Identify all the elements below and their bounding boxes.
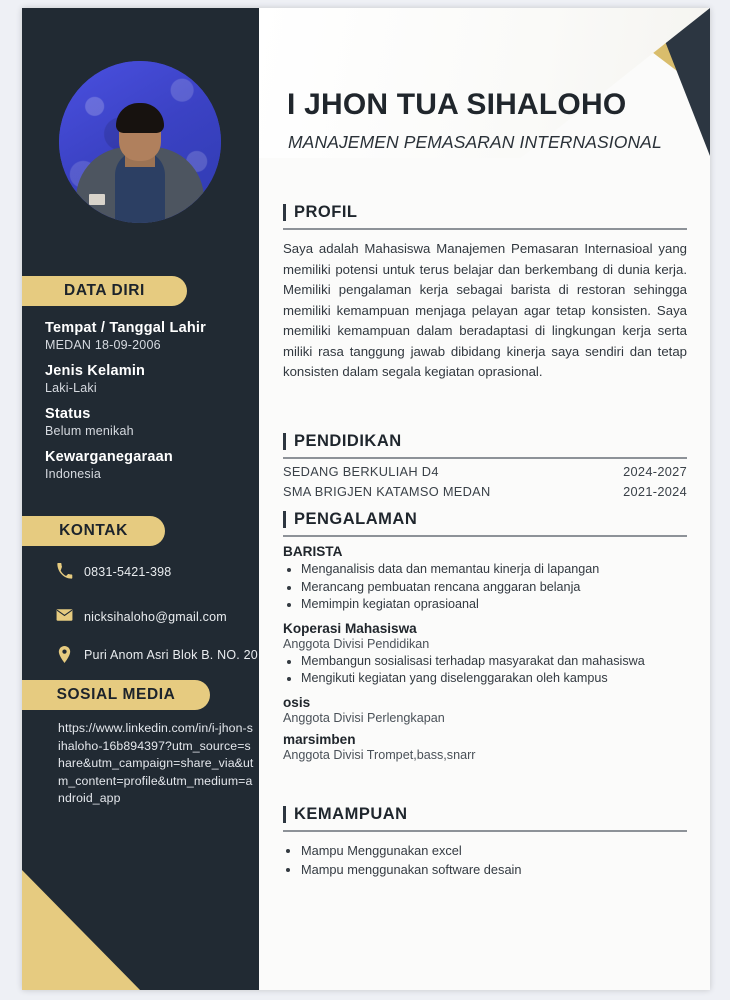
section-heading-pendidikan: PENDIDIKAN [283, 433, 687, 450]
field-value-gender: Laki-Laki [45, 381, 97, 395]
section-rule-pendidikan [283, 457, 687, 459]
section-rule-pengalaman [283, 535, 687, 537]
page-subtitle: MANAJEMEN PEMASARAN INTERNASIONAL [288, 132, 662, 152]
sidebar [22, 8, 259, 990]
contact-email-value: nicksihaloho@gmail.com [84, 609, 227, 624]
field-label-status: Status [45, 406, 91, 422]
education-years: 2021-2024 [623, 484, 687, 499]
skills-list [283, 841, 687, 879]
sosial-media-label: SOSIAL MEDIA [56, 686, 176, 703]
education-row [283, 484, 687, 499]
list-item: • Menganalisis data dan memantau kinerja di lapangan [301, 561, 687, 579]
contact-address[interactable] [56, 646, 258, 663]
envelope-icon [56, 608, 73, 625]
linkedin-url[interactable]: https://www.linkedin.com/in/i-jhon-sihaloho-16b894397?utm_source=share&utm_campaign=share_via&utm_content=profile&utm_medium=android_app [58, 721, 254, 805]
sidebar-heading-data-diri [22, 276, 187, 306]
experience-bullets [283, 653, 687, 688]
list-item: • Memimpin kegiatan oprasioanal [301, 596, 687, 614]
education-years: 2024-2027 [623, 464, 687, 479]
experience-subtitle: Anggota Divisi Perlengkapan [283, 710, 445, 725]
experience-bullets [283, 561, 687, 614]
education-school: SMA BRIGJEN KATAMSO MEDAN [283, 484, 491, 499]
experience-entry [283, 695, 687, 725]
section-heading-pengalaman: PENGALAMAN [283, 511, 687, 528]
contact-address-value: Puri Anom Asri Blok B. NO. 20 [84, 647, 258, 662]
section-kemampuan [283, 806, 687, 879]
experience-entry [283, 544, 687, 614]
experience-title: Koperasi Mahasiswa [283, 620, 417, 636]
resume-page [22, 8, 710, 990]
data-diri-label: DATA DIRI [64, 282, 145, 299]
contact-phone-value: 0831-5421-398 [84, 564, 172, 579]
field-value-birthplace: MEDAN 18-09-2006 [45, 338, 161, 352]
location-pin-icon [56, 646, 73, 663]
sidebar-heading-sosial-media [22, 680, 210, 710]
section-heading-kemampuan: KEMAMPUAN [283, 806, 687, 823]
page-title: I JHON TUA SIHALOHO [287, 88, 627, 121]
field-value-nationality: Indonesia [45, 467, 102, 481]
kontak-label: KONTAK [59, 522, 128, 539]
experience-entry [283, 732, 687, 762]
avatar-portrait [59, 61, 221, 223]
list-item: • Mengikuti kegiatan yang diselenggarakan oleh kampus [301, 670, 687, 688]
list-item: • Membangun sosialisasi terhadap masyarakat dan mahasiswa [301, 653, 687, 671]
contact-phone[interactable] [56, 563, 171, 580]
contact-email[interactable] [56, 608, 227, 625]
section-pendidikan [283, 433, 687, 499]
section-rule-profil [283, 228, 687, 230]
experience-subtitle: Anggota Divisi Trompet,bass,snarr [283, 747, 476, 762]
experience-title: BARISTA [283, 544, 343, 559]
corner-triangle-bottom-left [22, 870, 140, 990]
data-diri-fields [45, 320, 206, 492]
experience-title: osis [283, 694, 311, 710]
section-heading-profil: PROFIL [283, 204, 687, 221]
phone-icon [56, 563, 73, 580]
section-rule-kemampuan [283, 830, 687, 832]
education-school: SEDANG BERKULIAH D4 [283, 464, 439, 479]
avatar [59, 61, 221, 223]
list-item: • Merancang pembuatan rencana anggaran belanja [301, 579, 687, 597]
list-item: • Mampu menggunakan software desain [301, 860, 687, 879]
education-row [283, 464, 687, 479]
experience-entry [283, 621, 687, 688]
field-label-birthplace: Tempat / Tanggal Lahir [45, 320, 206, 336]
field-value-status: Belum menikah [45, 424, 134, 438]
field-label-nationality: Kewarganegaraan [45, 449, 173, 465]
field-label-gender: Jenis Kelamin [45, 363, 146, 379]
profil-text: Saya adalah Mahasiswa Manajemen Pemasaran Internasioal yang memiliki potensi untuk terus belajar dan berkembang di dunia kerja. Memiliki pengalaman kerja sebagai barista di restoran sehingga memiliki kemampuan menjaga pelayan agar tetap konsisten. Saya memiliki kemampuan dalam beradaptasi di lingkungan kerja serta miliki rasa tanggung jawab dibidang kinerja saya sendiri dan tetap konsisten dalam segala kegiatan oprasional. [283, 241, 687, 379]
sidebar-heading-kontak [22, 516, 165, 546]
list-item: • Mampu Menggunakan excel [301, 841, 687, 860]
experience-title: marsimben [283, 731, 356, 747]
experience-subtitle: Anggota Divisi Pendidikan [283, 636, 430, 651]
section-pengalaman [283, 511, 687, 762]
main-column [259, 8, 710, 990]
section-profil [283, 204, 687, 396]
